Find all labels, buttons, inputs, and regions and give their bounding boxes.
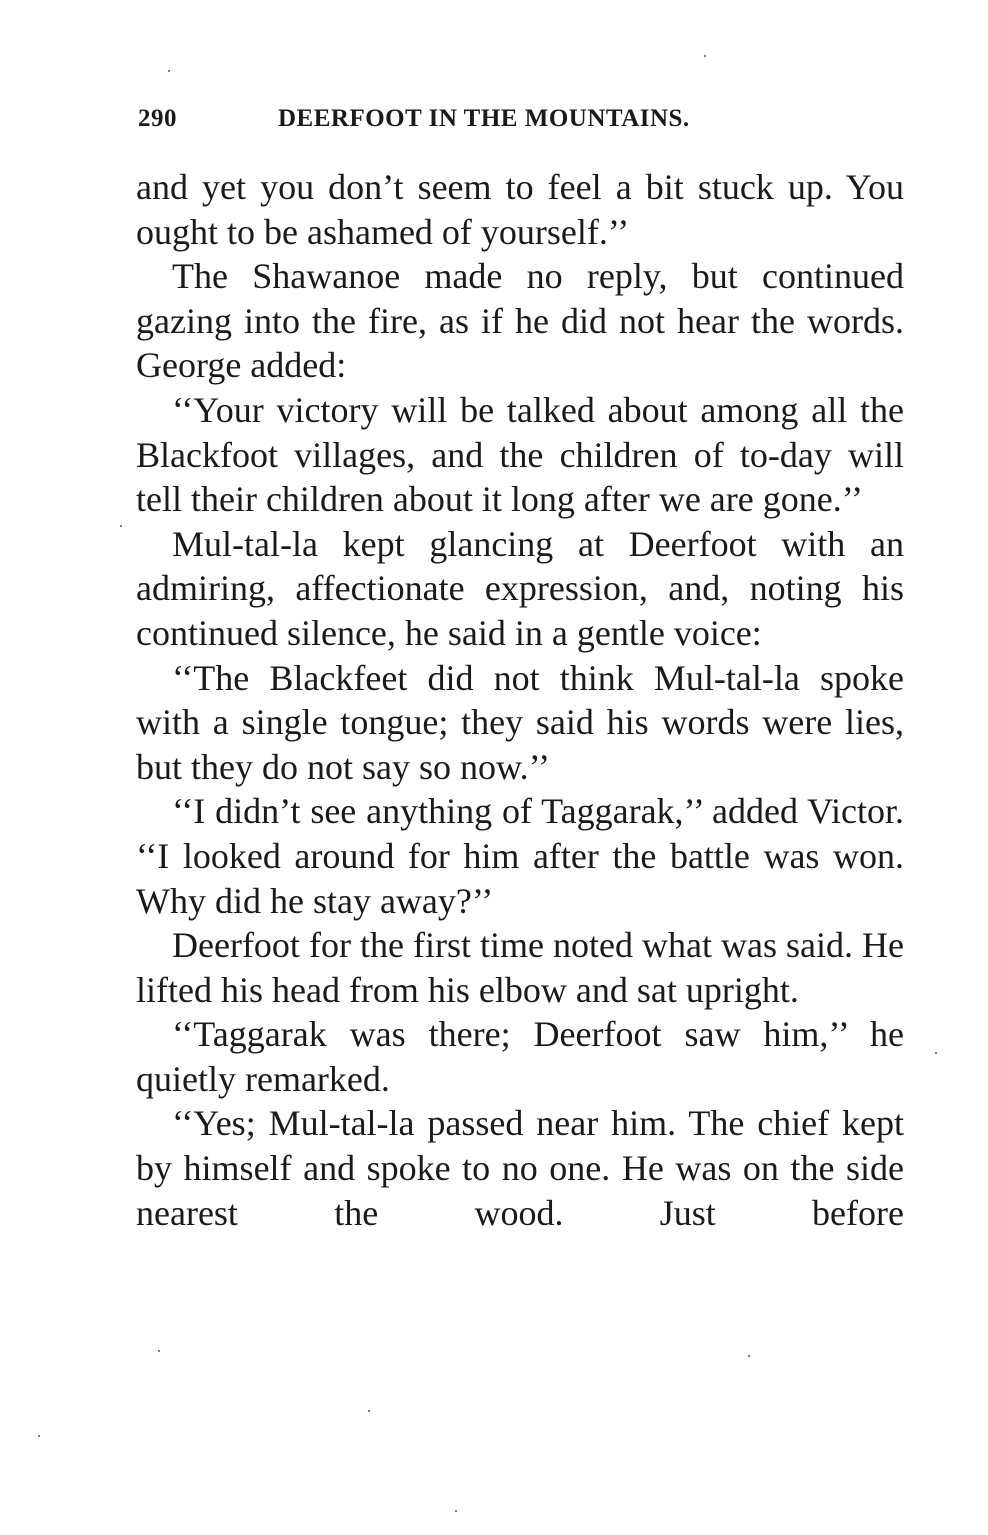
paragraph: Deerfoot for the first time noted what was said. He lifted his head from his elbow and sat upright. [136, 925, 904, 1010]
running-title: DEERFOOT IN THE MOUNTAINS. [278, 105, 690, 132]
paragraph: and yet you don’t seem to feel a bit stuck up. You ought to be ashamed of yourself.’’ [136, 167, 904, 252]
paragraph: Mul-tal-la kept glancing at Deerfoot with an admiring, affectionate expression, and, noting his continued silence, he said in a gentle voice: [136, 523, 904, 653]
paragraph: ‘‘Your victory will be talked about among all the Blackfoot villages, and the children of to-day will tell their children about it long after we are gone.’’ [136, 389, 904, 520]
scan-speck [935, 1052, 937, 1054]
paragraph: ‘‘I didn’t see anything of Taggarak,’’ added Victor. ‘‘I looked around for him after the battle was won. Why did he stay away?’’ [136, 791, 904, 921]
paragraph: The Shawanoe made no reply, but continued gazing into the fire, as if he did not hear the words. George added: [136, 256, 904, 386]
scan-speck [748, 1355, 750, 1357]
running-head [138, 105, 778, 145]
page-number: 290 [138, 105, 177, 132]
scan-speck [368, 1410, 370, 1412]
paragraph: ‘‘The Blackfeet did not think Mul-tal-la spoke with a single tongue; they said his words were lies, but they do not say so now.’’ [136, 657, 904, 787]
scan-speck [38, 1435, 40, 1437]
scan-speck [158, 1350, 160, 1352]
scan-speck [168, 70, 170, 72]
scan-speck [455, 1510, 457, 1512]
scan-speck [120, 525, 122, 527]
paragraph: ‘‘Taggarak was there; Deerfoot saw him,’’ he quietly remarked. [136, 1014, 904, 1099]
paragraph: ‘‘Yes; Mul-tal-la passed near him. The chief kept by himself and spoke to no one. He was on the side nearest the wood. Just before [136, 1103, 904, 1233]
body-text [136, 165, 904, 1235]
scan-speck [704, 55, 706, 57]
